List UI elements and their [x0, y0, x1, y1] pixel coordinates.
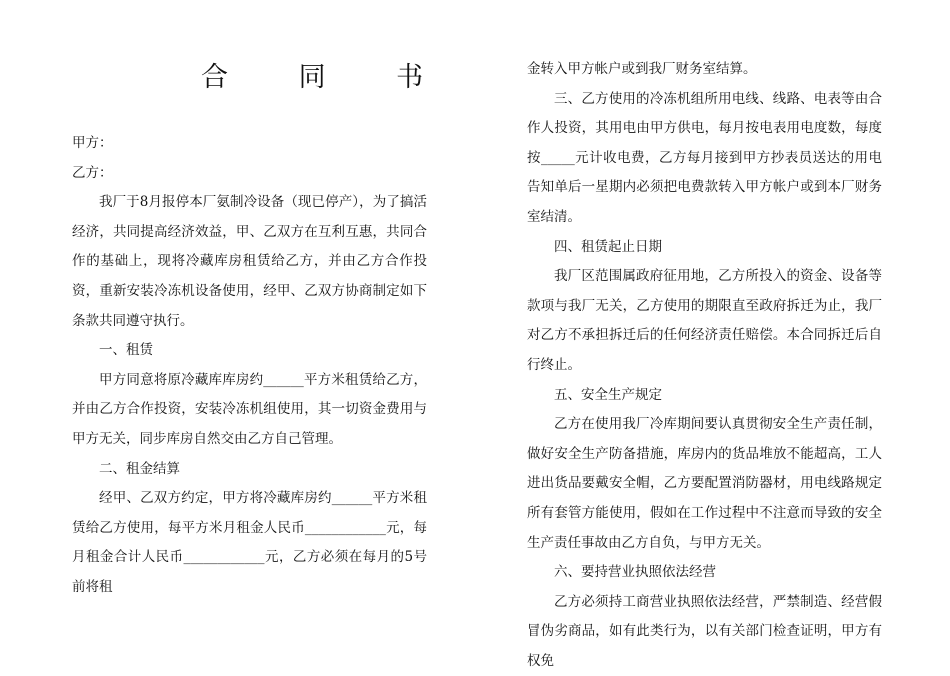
rent-paragraph-continued: 金转入甲方帐户或到我厂财务室结算。	[527, 61, 757, 77]
section-heading-lease: 一、租赁	[99, 342, 153, 359]
section-heading-safety: 五、安全生产规定	[554, 386, 662, 403]
section-heading-license: 六、要持营业执照依法经营	[554, 564, 716, 581]
rent-paragraph: 经甲、乙双方约定，甲方将冷藏库房约______平方米租赁给乙方使用，每平方米月租金人民币____________元，每月租金合计人民币____________元，乙方必须在每月的5号前将租	[72, 490, 427, 595]
lease-paragraph: 甲方同意将原冷藏库库房约______平方米租赁给乙方，并由乙方合作投资，安装冷冻机组使用，其一切资金费用与甲方无关，同步库房自然交由乙方自己管理。	[72, 371, 427, 447]
term-paragraph: 我厂区范围属政府征用地，乙方所投入的资金、设备等款项与我厂无关，乙方使用的期限直至政府拆迁为止，我厂对乙方不承担拆迁后的任何经济责任赔偿。本合同拆迁后自行终止。	[527, 268, 882, 373]
safety-paragraph: 乙方在使用我厂冷库期间要认真贯彻安全生产责任制，做好安全生产防备措施，库房内的货品堆放不能超高，工人进出货品要戴安全帽，乙方要配置消防器材，用电线路规定所有套管方能使用，假如在工作过程中不注意而导致的安全生产责任事故由乙方自负，与甲方无关。	[527, 416, 882, 551]
license-paragraph: 乙方必须持工商营业执照依法经营，严禁制造、经营假冒伪劣商品，如有此类行为，以有关部门检查证明，甲方有权免	[527, 593, 882, 669]
right-column	[527, 55, 882, 676]
section-heading-rent: 二、租金结算	[99, 460, 180, 477]
party-a-line: 甲方：	[72, 135, 113, 151]
section-heading-term: 四、租赁起止日期	[554, 238, 662, 255]
party-b-line: 乙方：	[72, 164, 113, 181]
document-title: 合 同 书	[201, 62, 455, 93]
preamble-paragraph: 我厂于8月报停本厂氨制冷设备（现已停产），为了搞活经济，共同提高经济效益，甲、乙双方在互利互惠，共同合作的基础上，现将冷藏库房租赁给乙方，并由乙方合作投资，重新安装冷冻机设备使用，经甲、乙双方协商制定如下条款共同遵守执行。	[72, 194, 427, 329]
electricity-paragraph: 三、乙方使用的冷冻机组所用电线、线路、电表等由合作人投资，其用电由甲方供电，每月按电表用电度数，每度按_____元计收电费，乙方每月接到甲方抄表员送达的用电告知单后一星期内必须把电费款转入甲方帐户或到本厂财务室结清。	[527, 90, 882, 225]
left-column	[72, 129, 427, 603]
